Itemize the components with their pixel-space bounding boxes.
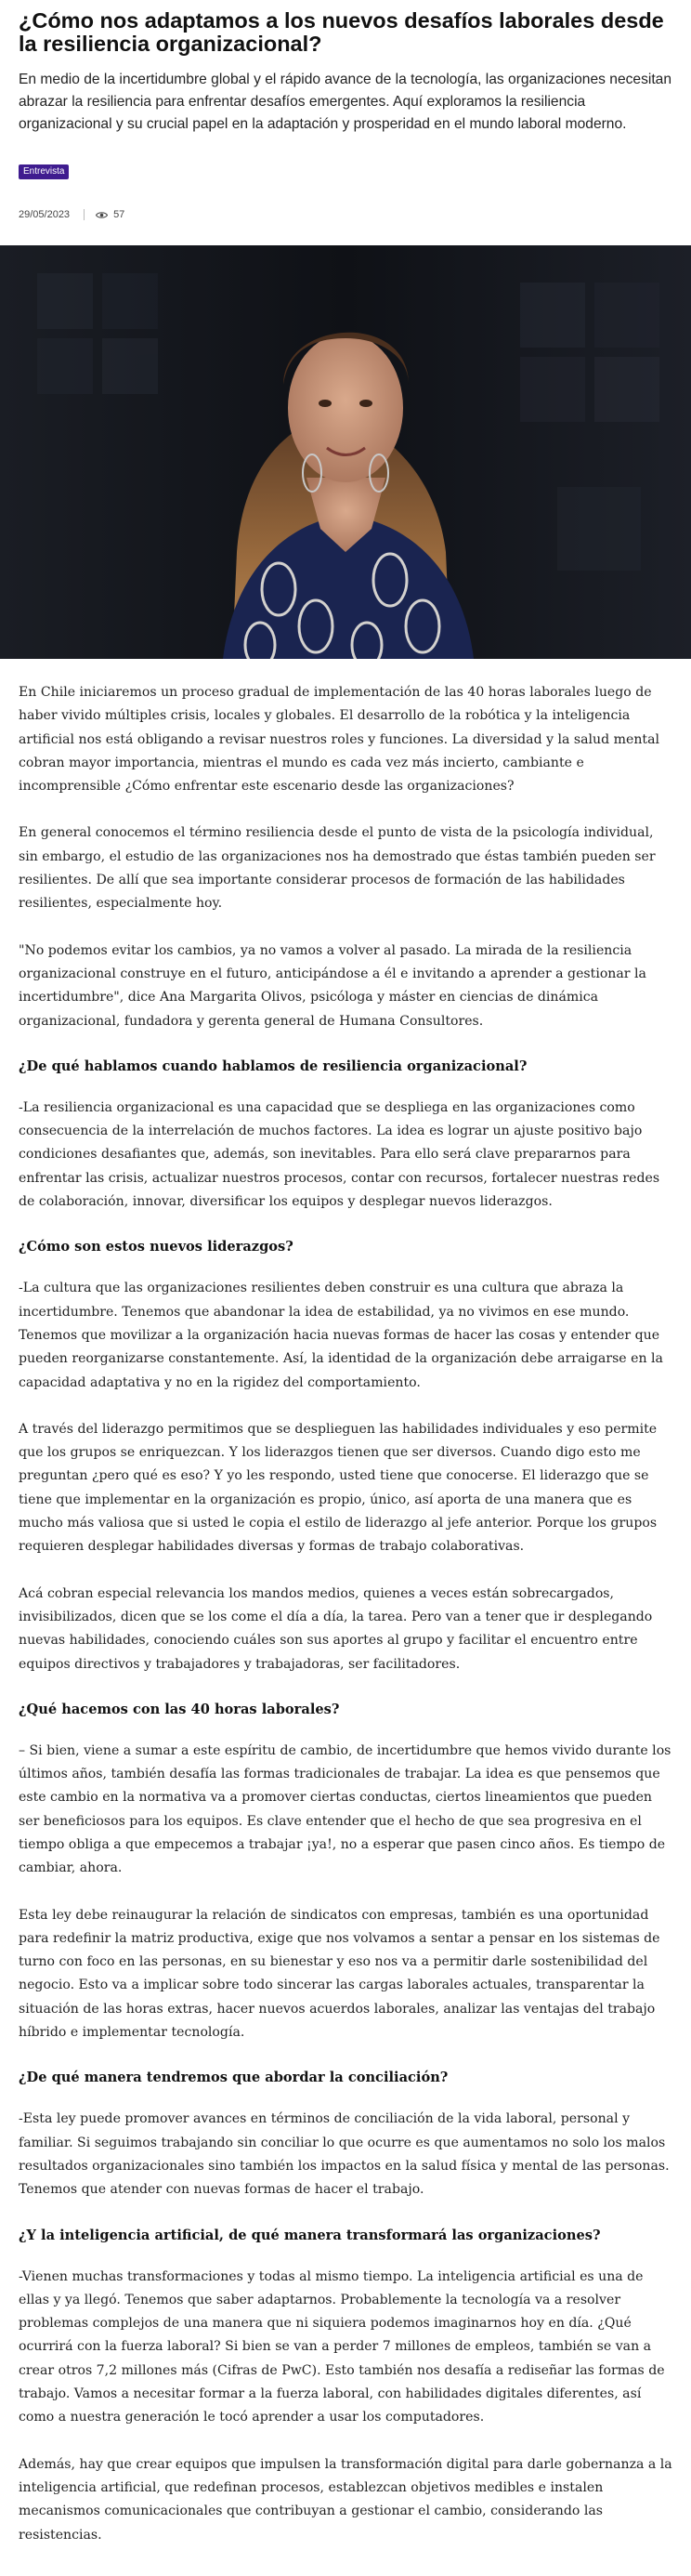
question-heading: ¿De qué hablamos cuando hablamos de resiliencia organizacional? <box>19 1058 528 1074</box>
paragraph: -La cultura que las organizaciones resilientes deben construir es una cultura que abraza la incertidumbre. Tenemos que abandonar la idea de estabilidad, ya no vivimos en ese mundo. Tenemos que movilizar a la organización hacia nuevas formas de hacer las cosas y entender que pueden reorganizarse constantemente. Así, la identidad de la organización debe arraigarse en la capacidad adaptativa y no en la rigidez del comportamiento. <box>19 1281 663 1390</box>
article-title: ¿Cómo nos adaptamos a los nuevos desafíos laborales desde la resiliencia organizacional? <box>19 8 664 56</box>
paragraph: A través del liderazgo permitimos que se desplieguen las habilidades individuales y eso permite que los grupos se enriquezcan. Y los liderazgos tienen que ser diversos. Cuando digo esto me preguntan ¿pero qué es eso? Y yo les respondo, usted tiene que conocerse. El liderazgo que se tiene que implementar en la organización es propio, único, así aporta de una manera que es mucho más valiosa que si usted le copia el estilo de liderazgo al jefe anterior. Porque los grupos requieren desplegar habilidades diversas y formas de trabajo colaborativas. <box>19 1421 658 1555</box>
article-meta <box>19 205 672 224</box>
hero-photo <box>0 245 691 659</box>
question-heading: ¿De qué manera tendremos que abordar la conciliación? <box>19 2070 449 2086</box>
publish-date: 29/05/2023 <box>19 209 71 220</box>
question-heading: ¿Cómo son estos nuevos liderazgos? <box>19 1239 293 1255</box>
paragraph: Además, hay que crear equipos que impulsen la transformación digital para darle gobernanza a la inteligencia artificial, que redefinan procesos, establezcan objetivos medibles e instalen mecanismos comunicacionales que contribuyan a gestionar el cambio, considerando las resistencias. <box>19 2456 672 2543</box>
category-badge[interactable]: Entrevista <box>19 164 69 179</box>
paragraph: – Si bien, viene a sumar a este espíritu de cambio, de incertidumbre que hemos vivido durante los últimos años, también desafía las formas tradicionales de trabajar. La idea es que pensemos que este cambio en la normativa va a promover ciertas conductas, ciertos lineamientos que pueden ser beneficiosos para los equipos. Es clave entender que el hecho de que sea progresiva en el tiempo obliga a que empecemos a trabajar ¡ya!, no a esperar que pasen cinco años. Es tiempo de cambiar, ahora. <box>19 1742 671 1876</box>
question-heading: ¿Y la inteligencia artificial, de qué manera transformará las organizaciones? <box>19 2227 601 2243</box>
paragraph: "No podemos evitar los cambios, ya no vamos a volver al pasado. La mirada de la resiliencia organizacional construye en el futuro, anticipándose a él e invitando a aprender a gestionar la incertidumbre", dice Ana Margarita Olivos, psicóloga y máster en ciencias de dinámica organizacional, fundadora y gerenta general de Humana Consultores. <box>19 942 646 1029</box>
article-header <box>0 0 691 224</box>
meta-divider <box>84 209 85 220</box>
article-intro: En medio de la incertidumbre global y el rápido avance de la tecnología, las organizaciones necesitan abrazar la resiliencia para enfrentar desafíos emergentes. Aquí exploramos la resiliencia organizacional y su crucial papel en la adaptación y prosperidad en el mundo laboral moderno. <box>19 72 672 132</box>
paragraph: -Esta ley puede promover avances en términos de conciliación de la vida laboral, personal y familiar. Si seguimos trabajando sin conciliar lo que ocurre es que aumentamos no solo los malos resultados organizacionales sino también los impactos en la salud física y mental de las personas. Tenemos que atender con nuevas formas de hacer el trabajo. <box>19 2111 670 2198</box>
eye-icon <box>96 211 108 219</box>
paragraph: -Vienen muchas transformaciones y todas al mismo tiempo. La inteligencia artificial es una de ellas y ya llegó. Tenemos que saber adaptarnos. Probablemente la tecnología va a resolver problemas complejos de una manera que ni siquiera podemos imaginarnos hoy en día. ¿Qué ocurrirá con la fuerza laboral? Si bien se van a perder 7 millones de empleos, también se van a crear otros 7,2 millones más (Cifras de PwC). Esto también nos desafía a rediseñar las formas de trabajo. Vamos a necesitar formar a la fuerza laboral, con habilidades digitales diferentes, así como a nuestra generación le tocó aprender a usar los computadores. <box>19 2268 665 2425</box>
question-heading: ¿Qué hacemos con las 40 horas laborales? <box>19 1701 340 1717</box>
view-count <box>96 209 124 220</box>
paragraph: En general conocemos el término resiliencia desde el punto de vista de la psicología individual, sin embargo, el estudio de las organizaciones nos ha demostrado que éstas también pueden ser resilientes. De allí que sea importante considerar procesos de formación de las habilidades resilientes, especialmente hoy. <box>19 825 656 912</box>
view-count-value: 57 <box>113 209 125 220</box>
paragraph: Esta ley debe reinaugurar la relación de sindicatos con empresas, también es una oportunidad para redefinir la matriz productiva, exige que nos volvamos a sentar a pensar en los sistemas de turno con foco en las personas, en su bienestar y eso nos va a permitir darle sostenibilidad del negocio. Esto va a implicar sobre todo sincerar las cargas laborales actuales, transparentar la situación de las horas extras, hacer nuevos acuerdos laborales, analizar las ventajas del trabajo híbrido e implementar tecnología. <box>19 1907 660 2041</box>
paragraph: Acá cobran especial relevancia los mandos medios, quienes a veces están sobrecargados, invisibilizados, dicen que se los come el día a día, la tarea. Pero van a tener que ir desplegando nuevas habilidades, conociendo cuáles son sus aportes al grupo y facilitar el encuentro entre equipos directivos y trabajadores y trabajadoras, ser facilitadores. <box>19 1585 653 1672</box>
article-body <box>0 681 691 2547</box>
paragraph: En Chile iniciaremos un proceso gradual de implementación de las 40 horas laborales luego de haber vivido múltiples crisis, locales y globales. El desarrollo de la robótica y la inteligencia artificial nos está obligando a revisar nuestros roles y funciones. La diversidad y la salud mental cobran mayor importancia, mientras el mundo es cada vez más incierto, cambiante e incomprensible ¿Cómo enfrentar este escenario desde las organizaciones? <box>19 685 659 795</box>
paragraph: -La resiliencia organizacional es una capacidad que se despliega en las organizaciones como consecuencia de la interrelación de muchos factores. La idea es lograr un ajuste positivo bajo condiciones desafiantes que, además, son inevitables. Para ello será clave prepararnos para enfrentar las crisis, actualizar nuestros procesos, contar con recursos, fortalecer nuestras redes de colaboración, innovar, diversificar los equipos y desplegar nuevos liderazgos. <box>19 1099 660 1210</box>
portrait-image <box>0 245 691 659</box>
